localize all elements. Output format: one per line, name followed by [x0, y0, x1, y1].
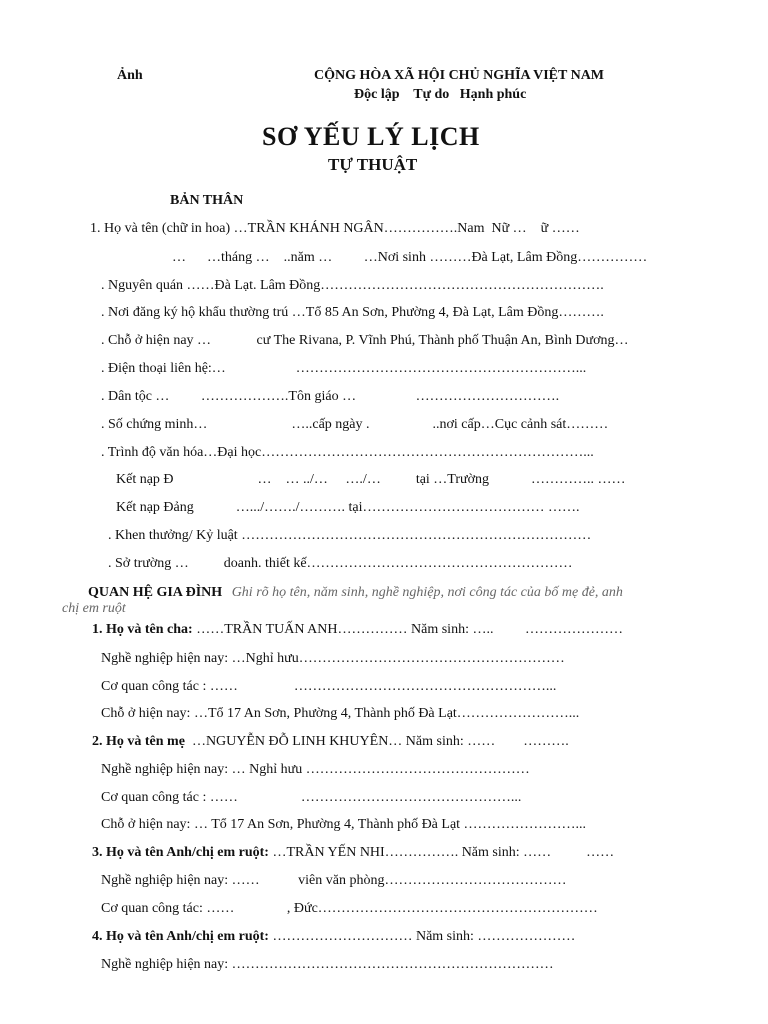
party-admission-line: Kết nạp Đảng ….../……./………. tại………………………………… …….	[116, 500, 580, 515]
sibling1-name-line	[92, 845, 614, 861]
motto: Độc lập Tự do Hạnh phúc	[354, 87, 527, 102]
awards-discipline-line: . Khen thưởng/ Kỷ luật …………………………………………………………………	[108, 528, 592, 543]
current-address-line: . Chỗ ở hiện nay … cư The Rivana, P. Vĩnh Phú, Thành phố Thuận An, Bình Dương…	[101, 333, 629, 348]
hometown-line: . Nguyên quán ……Đà Lạt. Lâm Đồng…………………………………………………….	[101, 278, 604, 293]
birth-line: … …tháng … ..năm … …Nơi sinh ………Đà Lạt, Lâm Đồng……………	[172, 250, 648, 265]
family-section-header	[88, 585, 623, 601]
family-note: Ghi rõ họ tên, năm sinh, nghề nghiệp, nơi công tác của bố mẹ đẻ, anh	[231, 585, 623, 600]
sibling2-job-line: Nghề nghiệp hiện nay: ……………………………………………………………	[101, 957, 554, 972]
nation-heading: CỘNG HÒA XÃ HỘI CHỦ NGHĨA VIỆT NAM	[314, 68, 605, 83]
full-name-line: 1. Họ và tên (chữ in hoa) …TRẦN KHÁNH NGÂN…………….Nam Nữ … ữ ……	[90, 221, 580, 236]
father-name-line	[92, 622, 623, 638]
mother-label: 2. Họ và tên mẹ	[92, 734, 185, 749]
family-note-continued: chị em ruột	[62, 601, 126, 616]
education-line: . Trình độ văn hóa…Đại học……………………………………………………………...	[101, 445, 594, 460]
self-heading: BẢN THÂN	[170, 193, 244, 208]
father-home-line: Chỗ ở hiện nay: …Tổ 17 An Sơn, Phường 4, Thành phố Đà Lạt……………………...	[101, 706, 580, 721]
id-card-line: . Số chứng minh… …..cấp ngày . ..nơi cấp…Cục cảnh sát………	[101, 417, 609, 432]
sibling2-name-line	[92, 929, 575, 945]
page-title: SƠ YẾU LÝ LỊCH	[262, 122, 480, 151]
mother-work-line: Cơ quan công tác : …… ………………………………………...	[101, 790, 522, 805]
sibling1-value: …TRẦN YẾN NHI……………. Năm sinh: …… ……	[268, 845, 615, 860]
mother-value: …NGUYỄN ĐỖ LINH KHUYÊN… Năm sinh: …… ……….	[184, 734, 569, 749]
sibling1-job-line: Nghề nghiệp hiện nay: …… viên văn phòng…………………………………	[101, 873, 567, 888]
father-job-line: Nghề nghiệp hiện nay: …Nghỉ hưu…………………………………………………	[101, 651, 565, 666]
union-admission-line: Kết nạp Đ … … ../… …./… tại …Trường ………….. ……	[116, 472, 626, 487]
ethnicity-religion-line: . Dân tộc … ……………….Tôn giáo … ………………………….	[101, 389, 560, 404]
strengths-line: . Sở trường … doanh. thiết kế…………………………………………………	[108, 556, 573, 571]
father-value: ……TRẦN TUẤN ANH…………… Năm sinh: ….. …………………	[192, 622, 623, 637]
father-work-line: Cơ quan công tác : …… ………………………………………………...	[101, 679, 557, 694]
family-heading: QUAN HỆ GIA ĐÌNH	[88, 585, 223, 600]
residence-registration-line: . Nơi đăng ký hộ khẩu thường trú …Tổ 85 An Sơn, Phường 4, Đà Lạt, Lâm Đồng……….	[101, 305, 604, 320]
page-subtitle: TỰ THUẬT	[328, 155, 418, 174]
photo-label: Ảnh	[117, 68, 143, 83]
mother-name-line	[92, 734, 569, 750]
sibling1-work-line: Cơ quan công tác: …… , Đức……………………………………………………	[101, 901, 598, 916]
mother-job-line: Nghề nghiệp hiện nay: … Nghỉ hưu …………………………………………	[101, 762, 530, 777]
sibling2-label: 4. Họ và tên Anh/chị em ruột:	[92, 929, 269, 944]
father-label: 1. Họ và tên cha:	[92, 622, 193, 637]
phone-line: . Điện thoại liên hệ:… ……………………………………………………...	[101, 361, 587, 376]
sibling2-value: ………………………… Năm sinh: …………………	[268, 929, 576, 944]
sibling1-label: 3. Họ và tên Anh/chị em ruột:	[92, 845, 269, 860]
mother-home-line: Chỗ ở hiện nay: … Tổ 17 An Sơn, Phường 4, Thành phố Đà Lạt ……………………...	[101, 817, 587, 832]
